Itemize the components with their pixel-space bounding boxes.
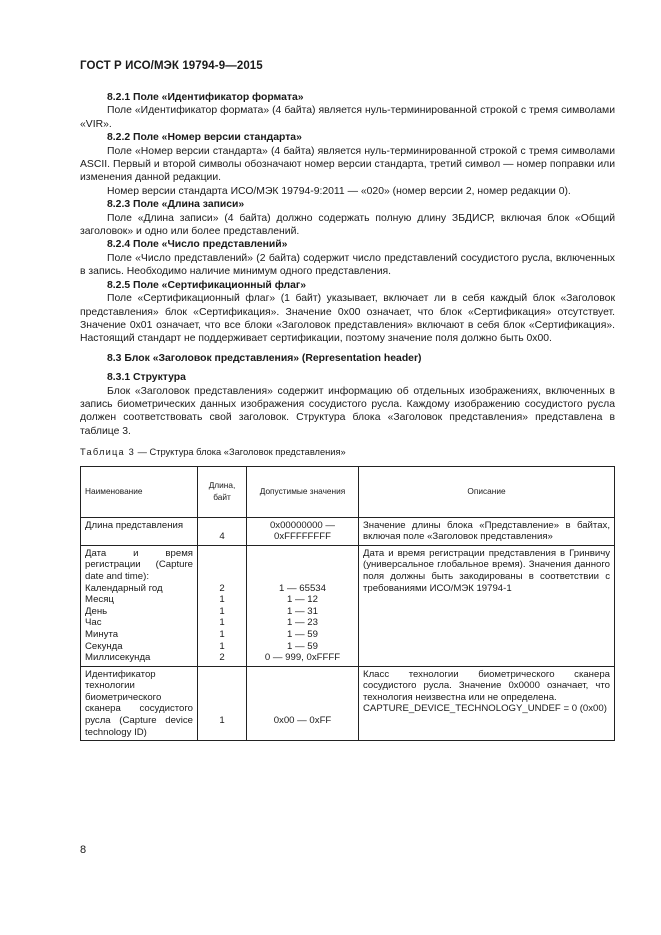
subfield-label: Календарный год: [85, 582, 163, 594]
length-value: 1: [219, 617, 225, 629]
value-line: 1 — 31: [287, 605, 318, 617]
cell-values: [247, 545, 359, 666]
length-value: 2: [219, 582, 225, 594]
paragraph: Поле «Число представлений» (2 байта) содержит число представлений сосудистого русла, включенных в запись. Необходимо наличие минимум одного представления.: [80, 252, 615, 278]
length-value: 1: [219, 628, 225, 640]
table-caption-number: Таблица 3: [80, 447, 136, 458]
column-header-values: Допустимые значения: [247, 466, 359, 517]
section-title-8-3: 8.3 Блок «Заголовок представления» (Representation header): [107, 352, 422, 364]
length-value: 4: [219, 531, 225, 543]
cell-length: [198, 517, 247, 545]
value-line: 1 — 65534: [279, 582, 326, 594]
value-line: 0x00 — 0xFF: [273, 715, 332, 727]
paragraph: Поле «Длина записи» (4 байта) должно содержать полную длину ЗБДИСР, включая блок «Общий заголовок» и одно или более представлений.: [80, 212, 615, 238]
value-line: 1 — 59: [287, 628, 318, 640]
subfield-label: Час: [85, 617, 102, 629]
section-title-8-2-3: 8.2.3 Поле «Длина записи»: [107, 199, 245, 211]
paragraph: Блок «Заголовок представления» содержит информацию об отдельных изображениях, включенных в запись биометрических данных изображения сосудистого русла. Каждому изображению сосудистого русла должен соответствовать свой заголовок. Структура блока «Заголовок представления» представлена в таблице 3.: [80, 385, 615, 437]
cell-description: Значение длины блока «Представление» в байтах, включая поле «Заголовок представления»: [359, 517, 615, 545]
document-body: [80, 91, 615, 741]
section-title-8-3-1: 8.3.1 Структура: [107, 372, 186, 384]
value-line: 1 — 23: [287, 617, 318, 629]
document-header: ГОСТ Р ИСО/МЭК 19794-9—2015: [80, 60, 263, 72]
column-header-description: Описание: [359, 466, 615, 517]
table-caption: [80, 446, 615, 459]
paragraph: Поле «Идентификатор формата» (4 байта) является нуль-терминированной строкой с тремя символами «VIR».: [80, 105, 615, 130]
subfield-label: День: [85, 605, 108, 617]
cell-values: [247, 666, 359, 741]
paragraph: Поле «Номер версии стандарта» (4 байта) является нуль-терминированной строкой с тремя символами ASCII. Первый и второй символы обозначают номер версии стандарта, третий символ — номер поправки или изменения данной редакции.: [80, 145, 615, 184]
length-value: 2: [219, 652, 225, 664]
description-text: Класс технологии биометрического сканера сосудистого русла. Значение 0x0000 означает, что технология неизвестна или не определена.: [363, 668, 610, 703]
value-line: 1 — 59: [287, 640, 318, 652]
table-header-row: [81, 466, 615, 517]
length-value: 1: [219, 605, 225, 617]
section-title-8-2-1: 8.2.1 Поле «Идентификатор формата»: [107, 92, 304, 103]
section-title-8-2-4: 8.2.4 Поле «Число представлений»: [107, 239, 288, 251]
cell-values: [247, 517, 359, 545]
table-row: [81, 517, 615, 545]
column-header-length: Длина, байт: [198, 466, 247, 517]
value-line: 0x00000000 —: [269, 519, 336, 531]
cell-name: Идентификатор технологии биометрического сканера сосудистого русла (Capture device technology ID): [81, 666, 198, 741]
section-title-8-2-5: 8.2.5 Поле «Сертификационный флаг»: [107, 279, 307, 291]
field-name: Дата и время регистрации (Capture date and time):: [85, 547, 193, 582]
value-line: 0xFFFFFFFF: [273, 531, 331, 543]
column-header-name: Наименование: [81, 466, 198, 517]
section-title-8-2-2: 8.2.2 Поле «Номер версии стандарта»: [107, 132, 302, 144]
length-value: 1: [219, 715, 225, 727]
description-constant: CAPTURE_DEVICE_TECHNOLOGY_UNDEF = 0 (0x00): [363, 703, 607, 715]
value-line: 1 — 12: [287, 594, 318, 606]
cell-description: Дата и время регистрации представления в Гринвичу (универсальное глобальное время). Значения данного поля должны быть закодированы в соответствии с требованиями ИСО/МЭК 19794-1: [359, 545, 615, 666]
table-row: [81, 666, 615, 741]
subfield-label: Секунда: [85, 640, 123, 652]
subfield-label: Минута: [85, 628, 119, 640]
table-caption-text: — Структура блока «Заголовок представления»: [135, 447, 346, 458]
cell-name: [81, 545, 198, 666]
cell-length: [198, 545, 247, 666]
subfield-label: Миллисекунда: [85, 652, 151, 664]
length-value: 1: [219, 594, 225, 606]
cell-length: [198, 666, 247, 741]
cell-name: Длина представления: [81, 517, 198, 545]
paragraph: Номер версии стандарта ИСО/МЭК 19794-9:2011 — «020» (номер версии 2, номер редакции 0).: [107, 185, 571, 197]
page-number: 8: [80, 844, 87, 856]
cell-description: [359, 666, 615, 741]
subfield-label: Месяц: [85, 594, 114, 606]
paragraph: Поле «Сертификационный флаг» (1 байт) указывает, включает ли в себя каждый блок «Заголовок представления» блок «Сертификация». Значение 0x00 означает, что блок «Сертификация» отсутствует. Значение 0x01 означает, что все блоки «Заголовок представления» включают в себя блок «Сертификация». Настоящий стандарт не поддерживает сертификации, поэтому значение поля должно быть 0x00.: [80, 293, 615, 345]
representation-header-table: [80, 466, 615, 742]
table-row: [81, 545, 615, 666]
value-line: 0 — 999, 0xFFFF: [264, 652, 341, 664]
length-value: 1: [219, 640, 225, 652]
